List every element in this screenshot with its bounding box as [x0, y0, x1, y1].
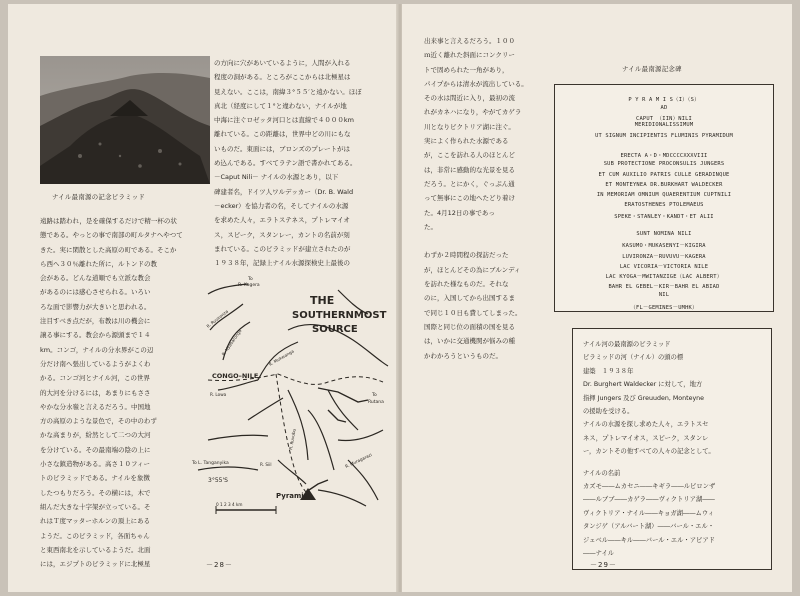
note-line: 指揮 Jungers 及び Greuuden, Monteyne: [583, 394, 705, 402]
inscription-line: ERATOSTHENES PTOLEMAEUS: [624, 202, 704, 209]
inscription-line: ERECTA A・D・MDCCCCXXXVIII: [620, 153, 708, 160]
text-line: が，ここを訪れる人のほとんど: [424, 151, 515, 160]
text-line: 的大河を分けるには，あまりにもささ: [40, 388, 151, 397]
map-label-r-lowa: R. Lowa: [210, 392, 227, 397]
text-line: ｍ近く離れた斜面にコンクリー: [424, 51, 515, 60]
text-line: まれている。このピラミッドが建立されたのが: [214, 244, 351, 253]
inscription-line: BAHR EL GEBEL－KIR－BAHR EL ABIAD: [608, 284, 720, 291]
inscription-line: P Y R A M I S（I）（S）: [628, 97, 700, 104]
text-line: km。コンゴ，ナイルの分水界がこの辺: [40, 345, 154, 354]
note-line: ピラミッドの河（ナイル）の頭の標: [583, 354, 684, 362]
text-line: 会がある。どんな道順でも立派な教会: [40, 274, 151, 283]
text-line: 注目すべき点だが，布教は川の機会に: [40, 317, 151, 326]
text-line: め込んである。すべてラテン語で書かれてある。: [214, 159, 357, 168]
text-line: のに，入国してから出国するま: [424, 294, 515, 303]
text-line: れはＴ度マッターホルンの頂上にある: [40, 517, 151, 526]
right-page: [402, 4, 792, 592]
text-line: 中海に注ぐロゼッタ河口とは直線で４０００km: [214, 116, 354, 125]
text-line: パイプからは清水が流出している。: [424, 79, 528, 88]
note-line: ――ナイル: [583, 550, 615, 557]
left-text-column-2: [214, 56, 362, 270]
text-line: 真北（経度にして１°と違わない，ナイルが地: [214, 101, 347, 110]
inscription-line: NIL: [658, 292, 670, 299]
map-label-r-kagera: R. Kagera: [238, 283, 260, 288]
text-line: を分けている。その最南端の陰の上に: [40, 445, 151, 454]
left-page: [8, 4, 400, 592]
inscription-line: IN MEMORIAM OMNIUM QUAERENTIUM CUPTNILI: [596, 192, 732, 199]
text-line: 方の高原のような景色で，その中のわず: [40, 417, 157, 426]
map-label-ruvubu: R. Ruvubu: [288, 428, 297, 451]
text-line: 碑建者名，ドイツ人ワルデッカー（Dr. B. Wald: [214, 187, 354, 196]
inscription-line: ET MONTEYNEA DR.BURKHART WALDECKER: [605, 181, 723, 188]
map-title-3: SOURCE: [312, 324, 358, 335]
text-line: 態である。やっとの事で南部の町ルタナへやつて: [40, 231, 183, 240]
pyramid-photo: [40, 56, 210, 184]
map-label-mukwanga: R. Mukwanga: [268, 348, 295, 367]
note-line: ジェベル――キル――バール・エル・アビアド: [583, 536, 715, 544]
text-line: かわかろうというものだ。: [424, 351, 502, 360]
inscription-line: SPEKE・STANLEY・KANDT・ET ALII: [614, 214, 714, 221]
text-line: 実によく作られた水源である: [424, 137, 509, 146]
text-line: その水は間近に入り，最初の流: [424, 94, 515, 103]
text-line: トで固められた一角があり，: [424, 65, 509, 74]
text-line: [424, 234, 528, 248]
text-line: １９３８年，記録上ナイル水源探検史上最後の: [214, 259, 351, 268]
note-line: ナイルの名前: [583, 469, 621, 477]
note-line: ナイル河の最南源のピラミッド: [583, 341, 671, 348]
note-line: ー，カントその他すべての人々の記念として。: [583, 448, 715, 456]
note-line: Dr. Burghert Waldecker に対して，地方: [583, 381, 703, 389]
left-page-number: －28－: [206, 561, 233, 569]
text-line: た。: [424, 222, 437, 231]
inscription-line: KASUMO・MUKASENYI－KIGIRA: [622, 243, 706, 250]
text-line: 川となりビクトリア湖に注ぐ。: [424, 122, 515, 131]
map-label-siil: R. Siil: [260, 462, 272, 467]
text-line: 出来事と言えるだろう。１００: [424, 37, 515, 45]
translation-box: [572, 328, 772, 570]
map-label-rutana: Rutana: [368, 400, 384, 405]
note-line: ネス，プトレマイオス，スピーク，スタンレ: [583, 434, 709, 442]
map-label-muragarazi: R. Muragarazi: [344, 452, 373, 469]
note-line: の援助を受ける。: [583, 408, 634, 415]
map-label-to-lake: To L. Tanganyika: [192, 461, 229, 466]
note-line: ――ルブブ――カゲラ――ヴィクトリア湖――: [583, 496, 715, 504]
text-line: ス，スピーク，スタンレー，カントの名前が刻: [214, 230, 350, 239]
text-line: 程度の洞がある。ところがここからは北極星は: [214, 73, 351, 82]
inscription-line: CAPUT （IIN）NILI: [636, 115, 692, 122]
map-label-to-kagera: To: [248, 277, 253, 282]
map-label-pyramid: Pyramid: [276, 492, 309, 500]
note-line: カズモ――ムカセニ――キギラ――ルビロンザ: [583, 483, 716, 490]
map-scale-label: 0 1 2 3 4 km: [216, 502, 243, 507]
note-line: タンジゲ（アルバート湖）――バール・エル・: [583, 523, 715, 531]
text-line: を求めた人々，エラトステネス，プトレマイオ: [214, 216, 350, 225]
inscription-line: LAC KYOGA－MWITANZIGE（LAC ALBERT）: [605, 273, 723, 280]
text-line: た。4月12日の事であっ: [424, 208, 495, 217]
text-line: 小さな鎮造物がある。高さ１０フィー: [40, 460, 150, 469]
text-line: 見えない。ここは，南緯３°５５′と遠かない。ほぼ: [214, 87, 362, 96]
text-line: かな高まりが，紛然として二つの大河: [40, 431, 151, 440]
inscription-line: SUNT NOMINA NILI: [636, 231, 692, 238]
right-text-column-1: [424, 34, 528, 363]
text-line: 組んだ大きな十字架が立っている。そ: [40, 502, 151, 511]
text-line: と東西南北を示しているようだ。北面: [40, 545, 151, 554]
text-line: って無事にこの地へたどり着け: [424, 194, 515, 203]
map-title-2: SOUTHERNMOST: [292, 310, 387, 321]
book-spread: [8, 4, 792, 592]
monument-box-title: ナイル最南源記念碑: [622, 65, 682, 73]
text-line: は，非常に感動的な光景を見る: [424, 165, 515, 174]
text-line: ろな面で影響力が大きいと思われる。: [40, 302, 151, 311]
map-title-1: THE: [310, 294, 335, 307]
text-line: トのピラミッドである。ナイルを象徴: [40, 474, 150, 483]
text-line: 譲る事にする。教会から源頭まで１４: [40, 331, 151, 340]
text-line: きた。実に閑散とした高原の町である。そこか: [40, 245, 177, 254]
text-line: ようだ。このピラミッド，各面ちゃん: [40, 531, 150, 540]
inscription-line: AD: [660, 105, 668, 112]
inscription-line: UT SIGNUM INCIPIENTIS FLUMINIS PYRAMIDUM: [595, 132, 733, 139]
text-line: は，いかに交通機関が悩みの種: [424, 337, 515, 346]
inscription-line: （FL－GEMINES－UMHK）: [630, 304, 698, 311]
text-line: の方向に穴があいているように，人間が入れる: [214, 59, 351, 67]
text-line: いものだ。東面には，ブロンズのプレートがは: [214, 144, 351, 153]
text-line: れがカネハになり，やがてカゲラ: [424, 108, 522, 117]
text-line: が，ほとんどその為にブルンディ: [424, 265, 521, 274]
note-line: ナイルの水源を探し求めた人々，エラトスセ: [583, 421, 709, 429]
text-line: だろう。とにかく，ぐっぷん通: [424, 179, 515, 188]
inscription-line: LAC VICORIA－VICTORIA NILE: [619, 263, 709, 270]
inscription-line: ET CUM AUXILIO PATRIS CULLE GERADINQUE: [598, 171, 730, 178]
note-line: 建築 １９３８年: [583, 367, 634, 375]
text-line: 国際と同じ位の面積の国を見る: [424, 322, 515, 331]
right-page-number: －29－: [590, 561, 617, 569]
photo-caption: ナイル最南源の記念ピラミッド: [52, 193, 146, 201]
text-line: があるのには感心させられる。いろい: [40, 288, 151, 297]
map-label-ruvironza: R. Ruvironza: [205, 308, 230, 329]
text-line: かる。コンゴ河とナイル河，この世界: [40, 374, 151, 383]
text-line: 遠路は踏われ，是を確保するだけで精一杯の状: [40, 217, 177, 225]
map-label-to-rutana: To: [372, 393, 377, 398]
source-map: [188, 270, 393, 520]
text-line: ら西へ３０％離れた所に，ルトンドの教: [40, 259, 157, 268]
inscription-line: LUVIRONZA－RUVUVU－KAGERA: [622, 253, 706, 260]
map-label-nyabarongo: R. Nyabarongo: [220, 328, 243, 357]
inscription-box: [554, 84, 774, 312]
note-line: ヴィクトリア・ナイル――キョガ湖――ムウィ: [583, 509, 715, 517]
map-label-congo-nile: CONGO–NILE: [212, 372, 259, 380]
note-line: [583, 460, 585, 467]
text-line: －Caput Nili－ ナイルの水源とあり，以下: [214, 173, 339, 182]
text-line: を訪れた様なものだ。それな: [424, 280, 509, 289]
text-line: －ecker）を協力者の名，そしてナイルの水源: [214, 201, 349, 210]
text-line: には，エジプトのピラミッドに北極星: [40, 560, 151, 569]
text-line: したつもりだろう。その横には，木で: [40, 488, 151, 497]
inscription-line: MERIDIONALISSIMUM: [634, 122, 694, 129]
left-text-column-1: [40, 214, 183, 571]
text-line: やかな分水嶺と言えるだろう。中国地: [40, 402, 151, 411]
text-line: で同じ１０日も費してしまった。: [424, 308, 522, 317]
map-label-lat: 3°55'S: [208, 477, 228, 484]
text-line: 分だけ南へ張出しているようがよくわ: [40, 359, 151, 368]
text-line: 離れている。この距離は，世界中どの川にもな: [214, 130, 351, 139]
inscription-line: SUB PROTECTIONE PROCONSULIS JUNGERS: [603, 161, 725, 168]
text-line: わずか２時間程の探訪だった: [424, 251, 509, 260]
